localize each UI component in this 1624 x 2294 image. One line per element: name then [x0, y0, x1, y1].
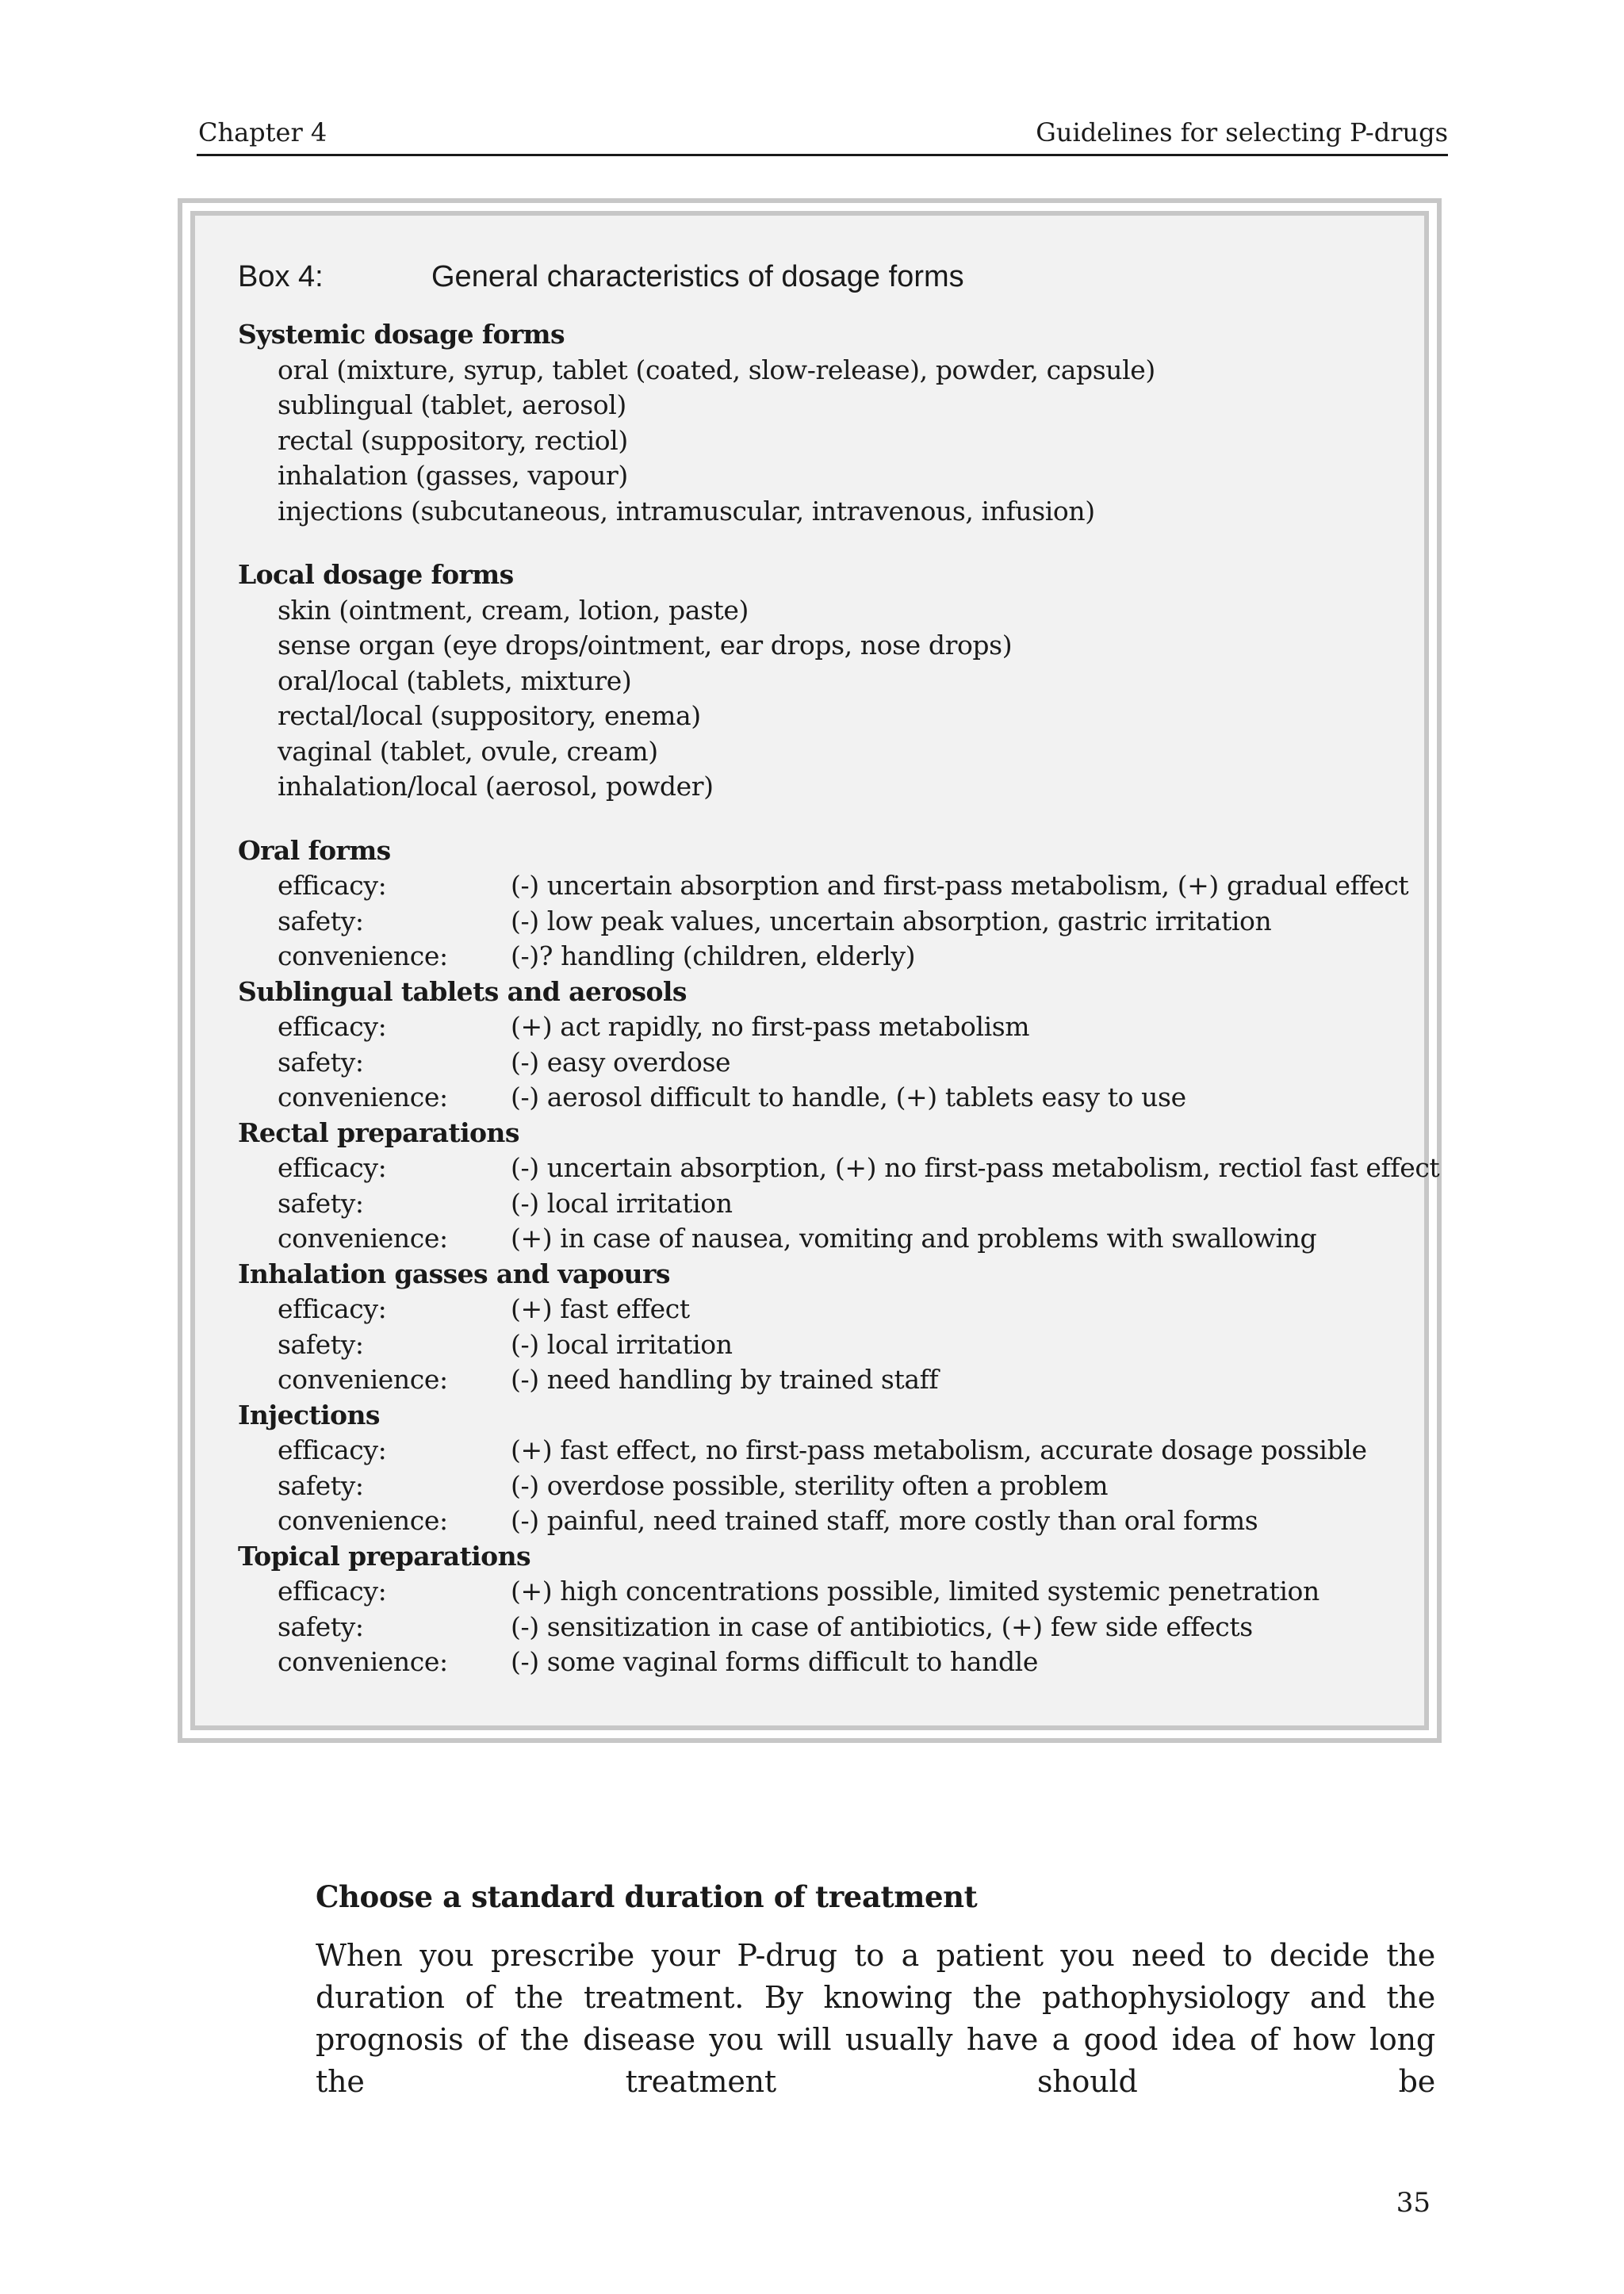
list-item: rectal (suppository, rectiol): [278, 424, 628, 456]
row-value: (+) act rapidly, no first-pass metabolism: [511, 1011, 1030, 1042]
row-value: (-) painful, need trained staff, more costly than oral forms: [511, 1505, 1258, 1536]
topical-section: [238, 1539, 1392, 1680]
box-panel: [190, 211, 1440, 1730]
row-value: (-) low peak values, uncertain absorption, gastric irritation: [511, 905, 1272, 936]
body-heading: Choose a standard duration of treatment: [316, 1879, 978, 1914]
row-value: (-) sensitization in case of antibiotics, (+) few side effects: [511, 1610, 1253, 1642]
table-row: [238, 1503, 1392, 1539]
row-value: (+) high concentrations possible, limited systemic penetration: [511, 1576, 1320, 1607]
table-row: [238, 1009, 1392, 1045]
box-title-line: [238, 259, 1392, 295]
row-label: convenience:: [278, 1646, 448, 1677]
box-number: Box 4:: [238, 260, 324, 293]
list-item: inhalation (gasses, vapour): [278, 460, 628, 491]
table-row: [238, 939, 1392, 975]
table-row: [238, 904, 1392, 940]
row-label: safety:: [278, 905, 364, 936]
row-label: efficacy:: [278, 1293, 387, 1324]
table-row: [238, 1221, 1392, 1257]
row-label: safety:: [278, 1328, 364, 1360]
table-row: [238, 1327, 1392, 1363]
row-label: safety:: [278, 1610, 364, 1642]
row-label: efficacy:: [278, 870, 387, 901]
row-value: (-) uncertain absorption and first-pass metabolism, (+) gradual effect: [511, 870, 1409, 901]
inhalation-section: [238, 1257, 1392, 1398]
table-row: [238, 1645, 1392, 1680]
row-value: (+) fast effect: [511, 1293, 690, 1324]
row-label: efficacy:: [278, 1576, 387, 1607]
table-row: [238, 1469, 1392, 1504]
row-label: efficacy:: [278, 1011, 387, 1042]
list-item: vaginal (tablet, ovule, cream): [278, 735, 658, 767]
table-row: [238, 1574, 1392, 1610]
table-row: [238, 1610, 1392, 1645]
row-label: convenience:: [278, 1223, 448, 1254]
table-row: [238, 1186, 1392, 1222]
section-heading: Inhalation gasses and vapours: [238, 1258, 670, 1289]
table-row: [238, 1045, 1392, 1081]
row-value: (+) fast effect, no first-pass metabolism, accurate dosage possible: [511, 1434, 1367, 1465]
row-value: (-) some vaginal forms difficult to handle: [511, 1646, 1038, 1677]
table-row: [238, 1362, 1392, 1398]
oral-forms-section: [238, 833, 1409, 975]
row-value: (-) local irritation: [511, 1328, 733, 1360]
list-item: oral/local (tablets, mixture): [278, 664, 632, 696]
table-row: [238, 1151, 1440, 1186]
row-label: safety:: [278, 1187, 364, 1219]
rectal-section: [238, 1116, 1440, 1257]
injections-section: [238, 1398, 1392, 1539]
row-value: (-) uncertain absorption, (+) no first-pass metabolism, rectiol fast effect: [511, 1152, 1440, 1183]
row-label: safety:: [278, 1469, 364, 1501]
section-heading: Oral forms: [238, 834, 391, 866]
page-number: 35: [1396, 2187, 1431, 2219]
row-label: convenience:: [278, 1505, 448, 1536]
body-paragraph: When you prescribe your P-drug to a patient you need to decide the duration of the treatment. By knowing the pathophysiology and the prognosis of the disease you will usually have a good idea of how long the treatment should be: [316, 1938, 1435, 2099]
systemic-section: [238, 317, 1392, 529]
sublingual-section: [238, 975, 1392, 1116]
list-item: injections (subcutaneous, intramuscular, intravenous, infusion): [278, 495, 1095, 527]
row-value: (-)? handling (children, elderly): [511, 940, 916, 971]
box-frame: [178, 198, 1442, 1743]
row-value: (-) overdose possible, sterility often a problem: [511, 1469, 1109, 1501]
list-item: sense organ (eye drops/ointment, ear drops, nose drops): [278, 630, 1013, 661]
box-content: [238, 259, 1440, 1680]
box-title: General characteristics of dosage forms: [431, 260, 964, 293]
list-item: inhalation/local (aerosol, powder): [278, 771, 714, 802]
row-label: efficacy:: [278, 1434, 387, 1465]
row-value: (+) in case of nausea, vomiting and problems with swallowing: [511, 1223, 1317, 1254]
section-heading: Local dosage forms: [238, 559, 514, 590]
list-item: sublingual (tablet, aerosol): [278, 389, 626, 420]
local-section: [238, 557, 1392, 805]
page-header: [197, 117, 1448, 156]
section-heading: Systemic dosage forms: [238, 319, 565, 350]
list-item: oral (mixture, syrup, tablet (coated, slow-release), powder, capsule): [278, 354, 1155, 385]
section-heading: Topical preparations: [238, 1540, 530, 1572]
row-label: efficacy:: [278, 1152, 387, 1183]
row-value: (-) need handling by trained staff: [511, 1364, 939, 1395]
row-label: convenience:: [278, 1082, 448, 1113]
row-value: (-) aerosol difficult to handle, (+) tablets easy to use: [511, 1082, 1186, 1113]
table-row: [238, 1080, 1392, 1116]
section-heading: Injections: [238, 1399, 380, 1430]
list-item: skin (ointment, cream, lotion, paste): [278, 594, 749, 626]
section-heading: Rectal preparations: [238, 1116, 519, 1148]
row-label: convenience:: [278, 1364, 448, 1395]
section-title: Guidelines for selecting P-drugs: [1036, 117, 1448, 147]
section-heading: Sublingual tablets and aerosols: [238, 975, 687, 1007]
table-row: [238, 1433, 1392, 1469]
row-label: convenience:: [278, 940, 448, 971]
chapter-label: Chapter 4: [198, 117, 327, 147]
row-value: (-) local irritation: [511, 1187, 733, 1219]
table-row: [238, 1292, 1392, 1327]
row-label: safety:: [278, 1046, 364, 1078]
table-row: [238, 868, 1409, 904]
row-value: (-) easy overdose: [511, 1046, 731, 1078]
list-item: rectal/local (suppository, enema): [278, 700, 701, 731]
